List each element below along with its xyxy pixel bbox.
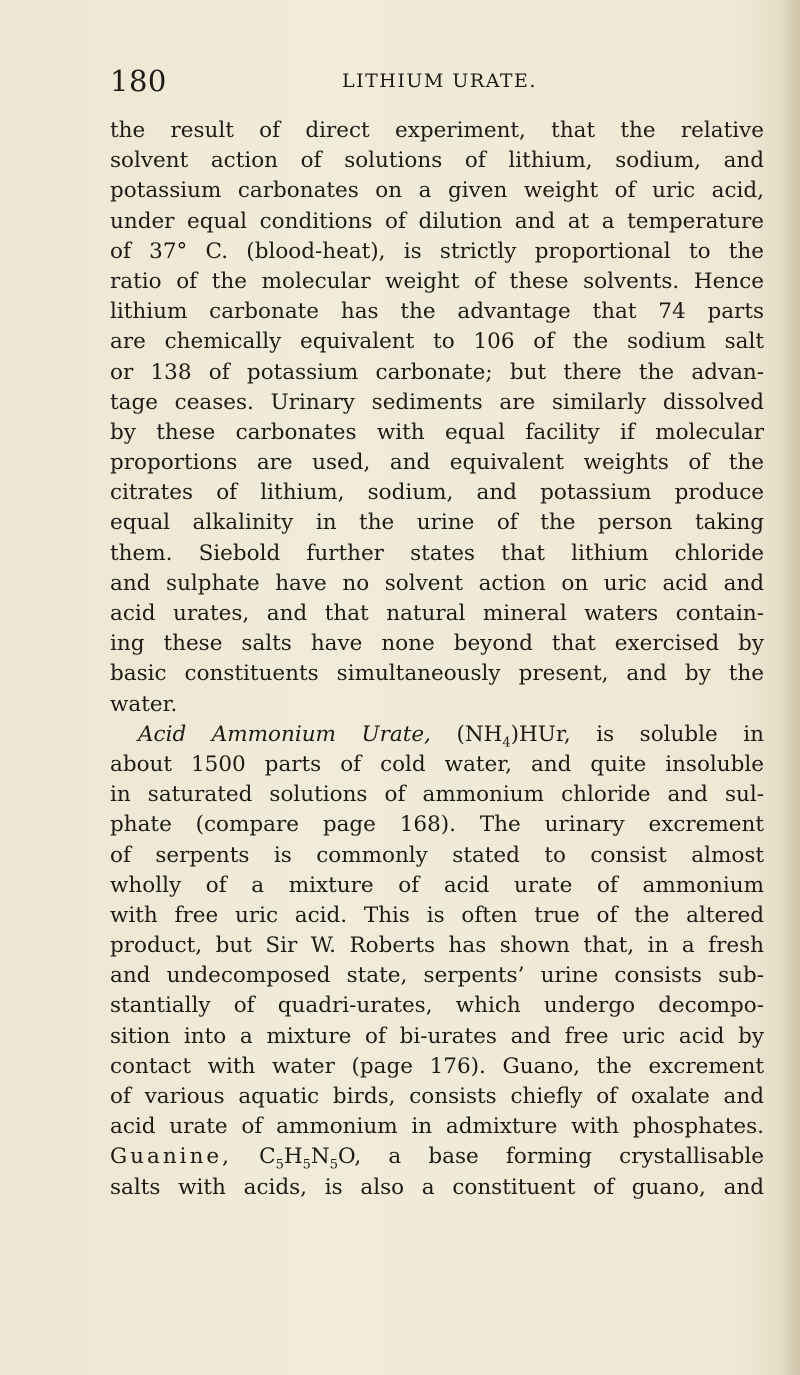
text-line: solvent action of solutions of lithium, sodium, and xyxy=(110,148,764,174)
text-line: acid urates, and that natural mineral waters contain- xyxy=(110,601,764,626)
text-line: ing these salts have none beyond that exercised by xyxy=(110,631,764,657)
text-line: potassium carbonates on a given weight of uric acid, xyxy=(110,178,764,204)
text-line: of serpents is commonly stated to consist almost xyxy=(110,842,764,868)
text-line: lithium carbonate has the advantage that 74 parts xyxy=(110,299,764,325)
page-edge-shadow xyxy=(778,0,800,1375)
text-line: basic constituents simultaneously present, and by the xyxy=(110,661,764,687)
text-line: and undecomposed state, serpents’ urine consists sub- xyxy=(110,963,764,989)
text-line: under equal conditions of dilution and at a temperature xyxy=(110,208,764,234)
text-line: citrates of lithium, sodium, and potassium produce xyxy=(110,480,764,506)
formula-nh4hur: $(NH_4)HUr$, xyxy=(456,721,571,751)
text-line: by these carbonates with equal facility if molecular xyxy=(110,419,764,445)
text-line: sition into a mixture of bi-urates and free uric acid by xyxy=(110,1023,764,1049)
italic-heading: Acid Ammonium Urate, xyxy=(138,721,431,747)
text-line: water. xyxy=(110,691,178,717)
paragraph-heading-line xyxy=(110,720,764,750)
text-line: the result of direct experiment, that the relative xyxy=(110,118,764,143)
text-line: of 37° C. (blood-heat), is strictly proportional to the xyxy=(110,238,764,264)
text-line: wholly of a mixture of acid urate of ammonium xyxy=(110,872,764,898)
page-number: 180 xyxy=(110,64,167,98)
text-line: salts with acids, is also a constituent of guano, and xyxy=(110,1174,764,1200)
formula-subscript: 5 xyxy=(275,1157,284,1173)
guanine-word: Guanine, xyxy=(110,1144,232,1170)
formula-guanine: $C_5H_5N_5O$, xyxy=(259,1144,362,1173)
formula-subscript: 5 xyxy=(302,1157,311,1173)
running-head: LITHIUM URATE. xyxy=(342,70,537,92)
text-line: in saturated solutions of ammonium chloride and sul- xyxy=(110,782,764,808)
text-line: product, but Sir W. Roberts has shown that, in a fresh xyxy=(110,933,764,959)
text-line: stantially of quadri-urates, which undergo decompo- xyxy=(110,993,764,1019)
page-header xyxy=(110,64,760,104)
text-fragment: a base forming crystallisable xyxy=(388,1144,764,1170)
text-line: acid urate of ammonium in admixture with phosphates. xyxy=(110,1114,764,1140)
text-line: with free uric acid. This is often true of the altered xyxy=(110,902,764,928)
text-line: ratio of the molecular weight of these solvents. Hence xyxy=(110,268,764,294)
text-line: proportions are used, and equivalent weights of the xyxy=(110,450,764,476)
text-fragment: is soluble in xyxy=(596,721,764,747)
guanine-line xyxy=(110,1142,764,1172)
formula-subscript: 5 xyxy=(329,1157,339,1173)
text-line: phate (compare page 168). The urinary excrement xyxy=(110,812,764,838)
text-line: about 1500 parts of cold water, and quite insoluble xyxy=(110,751,764,777)
text-line: equal alkalinity in the urine of the person taking xyxy=(110,510,764,536)
text-line: contact with water (page 176). Guano, the excrement xyxy=(110,1053,764,1079)
text-line: them. Siebold further states that lithium chloride xyxy=(110,540,764,566)
text-line: and sulphate have no solvent action on uric acid and xyxy=(110,570,764,596)
body-text xyxy=(110,116,764,1203)
text-line: or 138 of potassium carbonate; but there the advan- xyxy=(110,359,764,385)
text-line: tage ceases. Urinary sediments are similarly dissolved xyxy=(110,389,764,415)
formula-subscript: 4 xyxy=(502,735,511,751)
text-line: of various aquatic birds, consists chiefly of oxalate and xyxy=(110,1084,764,1109)
text-line: are chemically equivalent to 106 of the sodium salt xyxy=(110,329,764,355)
